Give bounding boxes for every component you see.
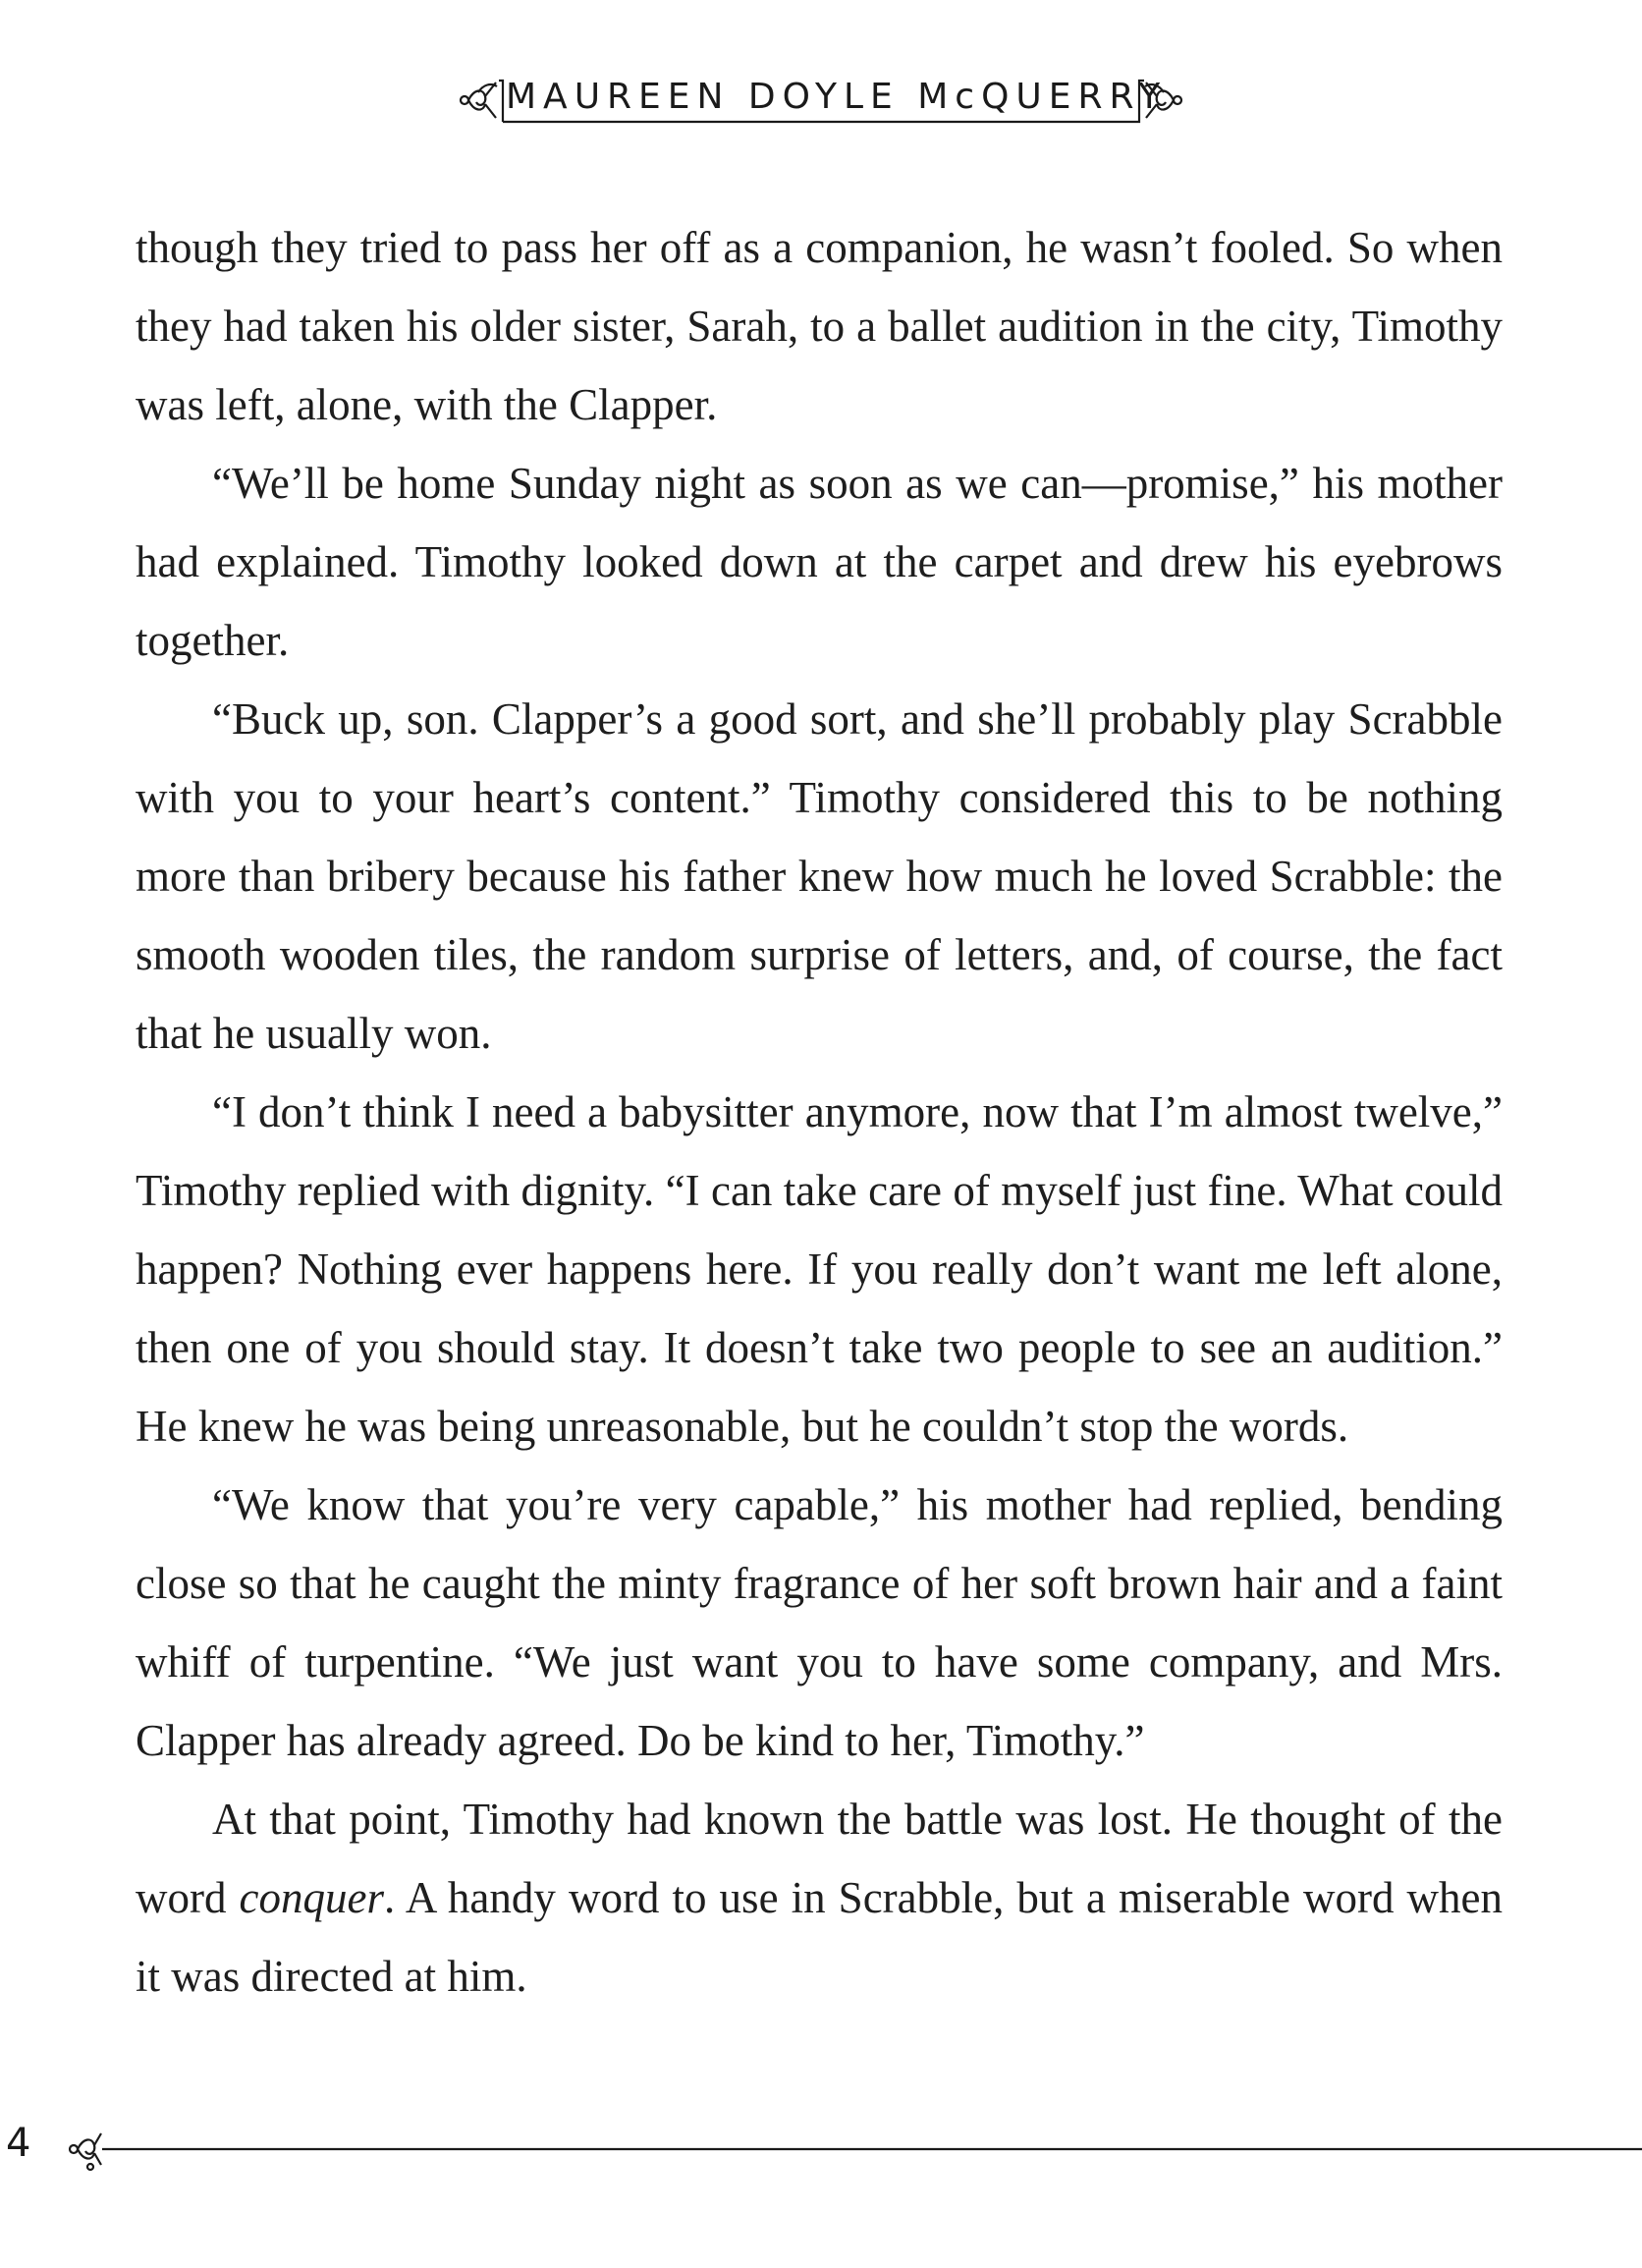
- paragraph-2: “We’ll be home Sunday night as soon as we can—promise,” his mother had explained. Timothy looked down at the carpet and drew his eyebrows together.: [136, 459, 1503, 665]
- running-header-author: MAUREEN DOYLE McQUERRY: [506, 77, 1168, 117]
- footer-rule: [0, 2122, 1642, 2181]
- emphasis-word: conquer: [239, 1873, 385, 1922]
- footer-ornament: [0, 2122, 1642, 2181]
- left-flourish-icon: [461, 83, 497, 118]
- paragraph-6-before: At that point, Timothy had known the battle was lost. He thought of the word: [136, 1795, 1503, 1922]
- body-text: [136, 208, 1503, 2016]
- footer-flourish-icon: [70, 2133, 101, 2170]
- paragraph-5: “We know that you’re very capable,” his mother had replied, bending close so that he caught the minty fragrance of her soft brown hair and a faint whiff of turpentine. “We just want you to have some company, and Mrs. Clapper has already agreed. Do be kind to her, Timothy.”: [136, 1480, 1503, 1765]
- paragraph-6-after: . A handy word to use in Scrabble, but a miserable word when it was directed at him.: [136, 1873, 1504, 2001]
- paragraph-3: “Buck up, son. Clapper’s a good sort, and she’ll probably play Scrabble with you to your heart’s content.” Timothy considered this to be nothing more than bribery because his father knew how much he loved Scrabble: the smooth wooden tiles, the random surprise of letters, and, of course, the fact that he usually won.: [136, 694, 1503, 1058]
- paragraph-4: “I don’t think I need a babysitter anymore, now that I’m almost twelve,” Timothy replied with dignity. “I can take care of myself just fine. What could happen? Nothing ever happens here. If you really don’t want me left alone, then one of you should stay. It doesn’t take two people to see an audition.” He knew he was being unreasonable, but he couldn’t stop the words.: [136, 1087, 1503, 1451]
- paragraph-1: though they tried to pass her off as a companion, he wasn’t fooled. So when they had taken his older sister, Sarah, to a ballet audition in the city, Timothy was left, alone, with the Clapper.: [136, 223, 1503, 429]
- running-header: [0, 67, 1642, 136]
- page-number: 4: [6, 2121, 31, 2166]
- paragraph-6: [136, 1780, 1503, 2016]
